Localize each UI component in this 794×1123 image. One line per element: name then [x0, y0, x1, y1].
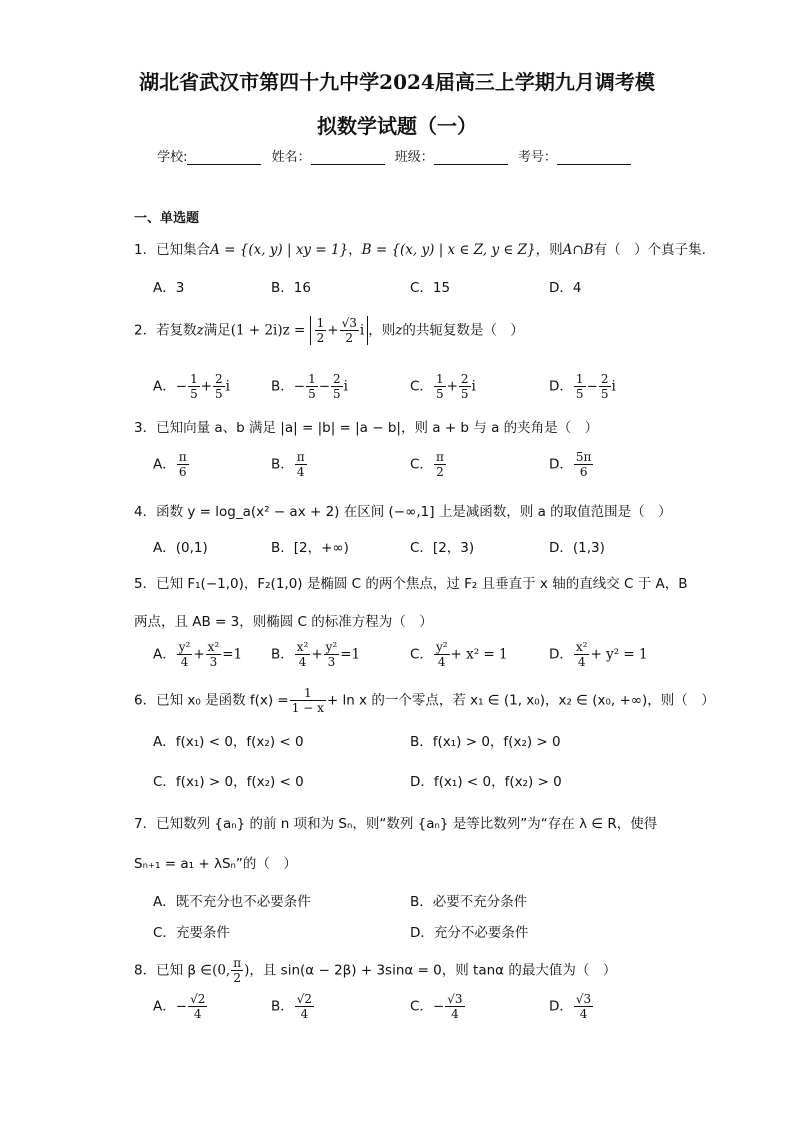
q2-z: z — [196, 322, 204, 339]
question-number: 7． — [134, 816, 157, 832]
q1-set-a: A = {(x, y) | xy = 1} — [210, 242, 349, 258]
question-7-line-1 — [134, 812, 657, 832]
question-3 — [134, 416, 598, 436]
q8-option-c[interactable]: C．− $\frac{√3}{4}$ — [410, 992, 463, 1021]
q6-option-a[interactable]: A．f(x₁) < 0，f(x₂) < 0 — [153, 734, 304, 750]
q2-stem-d: 的共轭复数是（ ） — [402, 322, 524, 339]
q3-option-c[interactable]: C． $\frac{\pi}{2}$ — [410, 450, 444, 479]
q3-option-b[interactable]: B． $\frac{\pi}{4}$ — [271, 450, 305, 479]
q8-option-b[interactable]: B． $\frac{√2}{4}$ — [271, 992, 313, 1021]
q6-option-c[interactable]: C．f(x₁) > 0，f(x₂) < 0 — [153, 774, 304, 790]
question-6: 6．已知 x₀ 是函数 f(x) = $\frac{1}{1 - x}$ + ln x 的一个零点，若 x₁ ∈ (1, x₀)，x₂ ∈ (x₀, +∞)，则（ ） — [134, 686, 715, 715]
q6-stem-b: + ln x 的一个零点，若 x₁ ∈ (1, x₀)，x₂ ∈ (x₀, +∞)，则（ ） — [326, 692, 715, 709]
student-info-row — [0, 146, 794, 165]
q8-option-d[interactable]: D． $\frac{√3}{4}$ — [549, 992, 592, 1021]
q2-option-d[interactable]: D． $\frac{1}{5}$ − $\frac{2}{5}$ i — [549, 372, 616, 401]
q2-stem-b: 满足 — [203, 322, 231, 339]
q4-stem: 函数 y = log_a(x² − ax + 2) 在区间 (−∞,1] 上是减函数，则 a 的取值范围是（ ） — [156, 504, 672, 520]
q6-option-b[interactable]: B．f(x₁) > 0，f(x₂) > 0 — [410, 734, 561, 750]
q3-stem: 已知向量 a、b 满足 |a| = |b| = |a − b|，则 a + b 与 a 的夹角是（ ） — [156, 420, 599, 436]
number-label: 考号： — [517, 150, 557, 165]
q7-option-b[interactable]: B．必要不充分条件 — [410, 894, 528, 910]
q4-option-d[interactable]: D．(1,3) — [549, 540, 605, 556]
q2-equation: (1 + 2i)z = — [230, 322, 306, 339]
question-number: 4． — [134, 504, 157, 520]
question-2: 2．若复数z满足(1 + 2i)z = $\frac{1}{2}$ + $\frac{√3}{2}$ i ，则z的共轭复数是（ ） — [134, 316, 524, 345]
q5-option-a[interactable]: A． $\frac{\text{y²}}{4}$ + $\frac{\text{x²}}{3}$ =1 — [153, 640, 243, 669]
question-number: 3． — [134, 420, 157, 436]
q7-option-d[interactable]: D．充分不必要条件 — [410, 925, 529, 941]
q3-option-a[interactable]: A． $\frac{\pi}{6}$ — [153, 450, 187, 479]
q1-set-b: B = {(x, y) | x ∈ Z, y ∈ Z} — [361, 242, 536, 258]
question-8: 8．已知 β ∈(0, $\frac{\pi}{2}$ )，且 sin(α − 2β) + 3sinα = 0，则 tanα 的最大值为（ ） — [134, 956, 617, 985]
q3-option-d[interactable]: D． $\frac{5\pi}{6}$ — [549, 450, 592, 479]
section-heading: 一、单选题 — [134, 211, 200, 226]
q2-option-b[interactable]: B．− $\frac{1}{5}$ − $\frac{2}{5}$ i — [271, 372, 348, 401]
question-5-line-2: 两点，且 AB = 3，则椭圆 C 的标准方程为（ ） — [134, 614, 433, 630]
q2-stem-c: ，则 — [368, 322, 396, 339]
q8-stem-a: 已知 β ∈ — [156, 962, 213, 979]
q4-option-a[interactable]: A．(0,1) — [153, 540, 208, 556]
q5-option-b[interactable]: B． $\frac{\text{x²}}{4}$ + $\frac{\text{y²}}{3}$ =1 — [271, 640, 361, 669]
q1-option-d[interactable]: D．4 — [549, 280, 582, 296]
q2-option-a[interactable]: A．− $\frac{1}{5}$ + $\frac{2}{5}$ i — [153, 372, 230, 401]
question-number: 8． — [134, 962, 157, 979]
q1-expr: A∩B — [562, 242, 594, 258]
q7-option-c[interactable]: C．充要条件 — [153, 925, 230, 941]
school-label: 学校: — [157, 150, 188, 165]
number-blank[interactable] — [557, 152, 631, 165]
q2-option-c[interactable]: C． $\frac{1}{5}$ + $\frac{2}{5}$ i — [410, 372, 476, 401]
question-number: 1． — [134, 242, 157, 258]
q1-option-b[interactable]: B．16 — [271, 280, 311, 296]
question-number: 2． — [134, 322, 157, 339]
q1-stem-c: 有（ ）个真子集. — [593, 242, 706, 258]
title-line-2: 拟数学试题（一） — [317, 114, 477, 138]
q7-stem-1: 已知数列 {aₙ} 的前 n 项和为 Sₙ，则“数列 {aₙ} 是等比数列”为“存在 λ ∈ R，使得 — [156, 816, 658, 832]
q6-option-d[interactable]: D．f(x₁) < 0，f(x₂) > 0 — [410, 774, 562, 790]
q8-stem-b: ，且 sin(α − 2β) + 3sinα = 0，则 tanα 的最大值为（ ） — [249, 962, 617, 979]
q2-modulus: $\frac{1}{2}$ + $\frac{√3}{2}$ i — [310, 316, 369, 345]
question-1: 1．已知集合A = {(x, y) | xy = 1}，B = {(x, y) | x ∈ Z, y ∈ Z}，则A∩B有（ ）个真子集. — [134, 242, 706, 258]
question-4 — [134, 500, 672, 520]
q4-option-b[interactable]: B．[2，+∞) — [271, 540, 349, 556]
q1-option-c[interactable]: C．15 — [410, 280, 451, 296]
q5-option-c[interactable]: C． $\frac{\text{y²}}{4}$ + x² = 1 — [410, 640, 508, 669]
q5-stem-1: 已知 F₁(−1,0)，F₂(1,0) 是椭圆 C 的两个焦点，过 F₂ 且垂直于 x 轴的直线交 C 于 A，B — [156, 576, 688, 592]
q6-stem-a: 已知 x₀ 是函数 f(x) = — [156, 692, 289, 709]
q7-option-a[interactable]: A．既不充分也不必要条件 — [153, 894, 311, 910]
q2-stem: 若复数 — [156, 322, 197, 339]
class-label: 班级： — [394, 150, 434, 165]
q8-option-a[interactable]: A．− $\frac{√2}{4}$ — [153, 992, 206, 1021]
q5-option-d[interactable]: D． $\frac{\text{x²}}{4}$ + y² = 1 — [549, 640, 648, 669]
school-blank[interactable] — [187, 152, 261, 165]
q1-option-a[interactable]: A．3 — [153, 280, 185, 296]
question-7-line-2: Sₙ₊₁ = a₁ + λSₙ”的（ ） — [134, 856, 297, 872]
question-number: 5． — [134, 576, 157, 592]
title-line-1: 湖北省武汉市第四十九中学2024届高三上学期九月调考模 — [139, 70, 655, 94]
question-5-line-1 — [134, 572, 687, 592]
q4-option-c[interactable]: C．[2，3) — [410, 540, 475, 556]
class-blank[interactable] — [434, 152, 508, 165]
q1-stem-b: ，则 — [535, 242, 563, 258]
name-label: 姓名： — [271, 150, 311, 165]
q1-stem: 已知集合 — [156, 242, 211, 258]
name-blank[interactable] — [311, 152, 385, 165]
question-number: 6． — [134, 692, 157, 709]
